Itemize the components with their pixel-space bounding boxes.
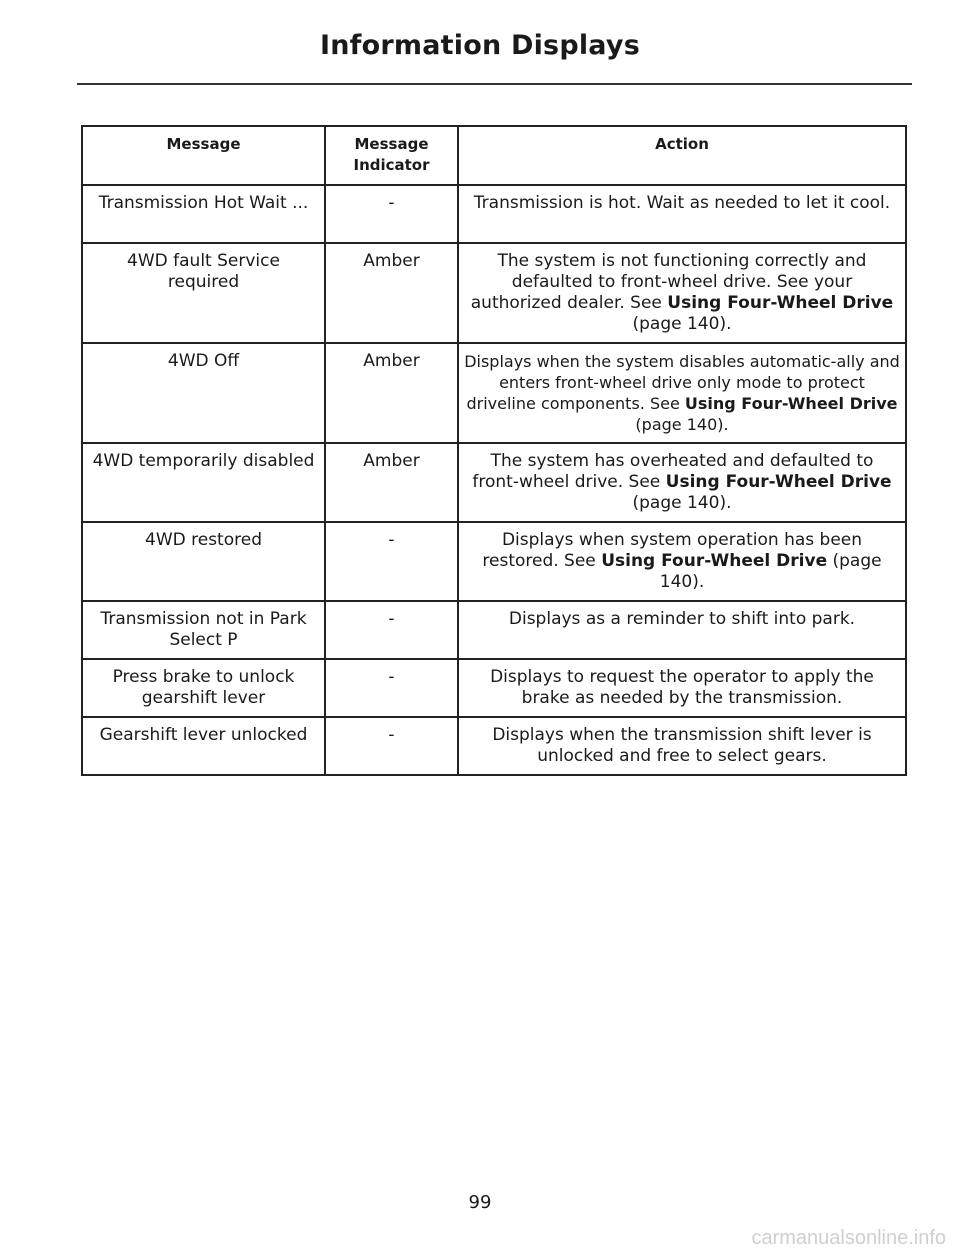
indicator-cell: - [325,717,458,775]
action-cell [458,185,906,243]
action-text: Displays when the transmission shift lever is unlocked and free to select gears. [492,725,872,766]
action-cell [458,601,906,659]
action-text: The system has overheated and defaulted to front-wheel drive. See [472,451,874,492]
message-cell: Transmission not in Park Select P [82,601,325,659]
action-text: Displays to request the operator to apply the brake as needed by the transmission. [490,667,874,708]
table-row [82,343,906,443]
page-reference: (page 140). [632,493,732,513]
watermark: carmanualsonline.info [751,1227,946,1249]
action-text: Transmission is hot. Wait as needed to let it cool. [473,193,891,213]
action-cell [458,343,906,443]
table-row [82,717,906,775]
message-cell: Gearshift lever unlocked [82,717,325,775]
page-reference: (page 140). [659,551,882,592]
action-cell [458,522,906,601]
cross-reference-link[interactable]: Using Four-Wheel Drive [665,472,892,492]
header-divider [77,83,912,85]
indicator-cell: Amber [325,443,458,522]
action-text: Displays as a reminder to shift into park. [508,609,856,629]
page-number: 99 [468,1192,492,1213]
table-header-row [82,126,906,185]
table-row [82,243,906,343]
indicator-cell: Amber [325,243,458,343]
message-cell: 4WD Off [82,343,325,443]
action-text: Displays when the system disables automatic-ally and enters front-wheel drive only mode to protect driveline components. See [464,352,900,413]
page-title: Information Displays [320,30,640,61]
action-cell [458,717,906,775]
action-cell [458,243,906,343]
column-header-action: Action [458,126,906,185]
table-row [82,601,906,659]
indicator-cell: - [325,185,458,243]
table-row [82,522,906,601]
message-cell: Transmission Hot Wait ... [82,185,325,243]
column-header-message: Message [82,126,325,185]
indicator-cell: - [325,659,458,717]
indicator-cell: - [325,601,458,659]
page-reference: (page 140). [632,314,732,334]
table-row [82,185,906,243]
message-table [81,125,907,776]
table-row [82,443,906,522]
cross-reference-link[interactable]: Using Four-Wheel Drive [667,293,894,313]
cross-reference-link[interactable]: Using Four-Wheel Drive [601,551,828,571]
message-cell: 4WD temporarily disabled [82,443,325,522]
column-header-indicator: Message Indicator [325,126,458,185]
action-text: Displays when system operation has been restored. See [482,530,863,571]
indicator-cell: - [325,522,458,601]
message-cell: Press brake to unlock gearshift lever [82,659,325,717]
action-cell [458,443,906,522]
action-cell [458,659,906,717]
message-cell: 4WD restored [82,522,325,601]
action-text: The system is not functioning correctly and defaulted to front-wheel drive. See your authorized dealer. See [470,251,867,313]
cross-reference-link[interactable]: Using Four-Wheel Drive [684,394,898,413]
indicator-cell: Amber [325,343,458,443]
table-row [82,659,906,717]
page-reference: (page 140). [635,415,729,434]
message-cell: 4WD fault Service required [82,243,325,343]
